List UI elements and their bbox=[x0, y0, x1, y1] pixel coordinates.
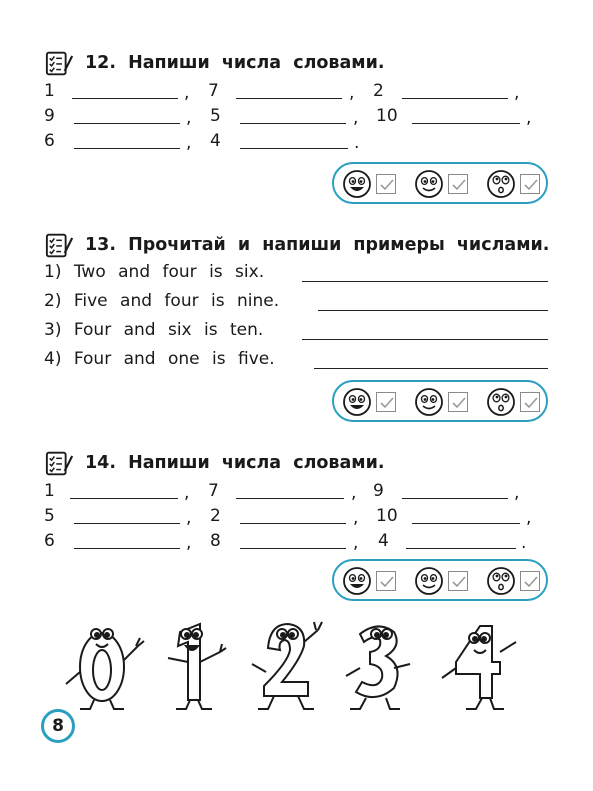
worried-face-icon bbox=[486, 387, 516, 417]
task-12-number: 5 bbox=[210, 106, 221, 126]
check-icon bbox=[377, 175, 397, 195]
answer-blank[interactable] bbox=[74, 548, 180, 549]
separator: , bbox=[349, 83, 355, 103]
task-12-number: 7 bbox=[208, 81, 219, 101]
separator: , bbox=[184, 483, 190, 503]
self-assessment-panel bbox=[332, 380, 548, 422]
separator: , bbox=[351, 483, 357, 503]
self-assessment-checkbox[interactable] bbox=[448, 174, 468, 194]
self-assessment-checkbox[interactable] bbox=[520, 392, 540, 412]
separator: , bbox=[526, 508, 532, 528]
separator: , bbox=[186, 133, 192, 153]
task-12-number: 6 bbox=[44, 131, 55, 151]
task-12-heading bbox=[45, 48, 385, 78]
task-12-number: 1 bbox=[44, 81, 55, 101]
answer-blank[interactable] bbox=[406, 548, 516, 549]
task-14-number: 7 bbox=[208, 481, 219, 501]
separator: , bbox=[353, 533, 359, 553]
task-13-heading bbox=[45, 230, 549, 260]
answer-blank[interactable] bbox=[314, 368, 548, 369]
separator: , bbox=[186, 508, 192, 528]
separator: , bbox=[514, 483, 520, 503]
worried-face-icon bbox=[486, 566, 516, 596]
self-assessment-checkbox[interactable] bbox=[376, 174, 396, 194]
task-14-number: 2 bbox=[210, 506, 221, 526]
checklist-pencil-icon bbox=[45, 49, 75, 77]
page-number: 8 bbox=[52, 716, 64, 736]
task-14-number: 4 bbox=[378, 531, 389, 551]
answer-blank[interactable] bbox=[74, 148, 180, 149]
check-icon bbox=[449, 175, 469, 195]
smiling-face-icon bbox=[414, 566, 444, 596]
answer-blank[interactable] bbox=[318, 310, 548, 311]
self-assessment-checkbox[interactable] bbox=[520, 174, 540, 194]
answer-blank[interactable] bbox=[74, 123, 180, 124]
answer-blank[interactable] bbox=[302, 281, 548, 282]
answer-blank[interactable] bbox=[402, 98, 508, 99]
check-icon bbox=[521, 175, 541, 195]
task-13-sentence: 3) Four and six is ten. bbox=[44, 320, 264, 340]
check-icon bbox=[449, 393, 469, 413]
task-14-number: 10 bbox=[376, 506, 398, 526]
task-13-sentence: 4) Four and one is five. bbox=[44, 349, 275, 369]
separator: , bbox=[184, 83, 190, 103]
task-14-number: 6 bbox=[44, 531, 55, 551]
task-13-sentence: 1) Two and four is six. bbox=[44, 262, 265, 282]
task-14-number: 1 bbox=[44, 481, 55, 501]
digit-mascots-illustration bbox=[60, 612, 530, 712]
check-icon bbox=[377, 393, 397, 413]
self-assessment-checkbox[interactable] bbox=[448, 571, 468, 591]
separator: , bbox=[186, 533, 192, 553]
separator: . bbox=[521, 533, 527, 553]
answer-blank[interactable] bbox=[70, 498, 178, 499]
two-mascot-icon bbox=[252, 622, 322, 709]
answer-blank[interactable] bbox=[74, 523, 180, 524]
check-icon bbox=[521, 572, 541, 592]
task-12-number: 10 bbox=[376, 106, 398, 126]
task-13-sentence: 2) Five and four is nine. bbox=[44, 291, 280, 311]
separator: , bbox=[353, 508, 359, 528]
page-number-badge bbox=[41, 709, 75, 743]
task-14-title: 14. Напиши числа словами. bbox=[85, 453, 385, 473]
zero-mascot-icon bbox=[66, 629, 144, 709]
answer-blank[interactable] bbox=[240, 523, 346, 524]
answer-blank[interactable] bbox=[236, 98, 342, 99]
happy-face-icon bbox=[342, 387, 372, 417]
task-13-title: 13. Прочитай и напиши примеры числами. bbox=[85, 235, 550, 255]
one-mascot-icon bbox=[168, 624, 226, 709]
task-14-heading bbox=[45, 448, 385, 478]
answer-blank[interactable] bbox=[240, 148, 348, 149]
separator: , bbox=[514, 83, 520, 103]
happy-face-icon bbox=[342, 169, 372, 199]
separator: , bbox=[353, 108, 359, 128]
four-mascot-icon bbox=[442, 626, 516, 709]
task-12-number: 2 bbox=[373, 81, 384, 101]
task-14-number: 9 bbox=[373, 481, 384, 501]
self-assessment-checkbox[interactable] bbox=[376, 571, 396, 591]
task-12-title: 12. Напиши числа словами. bbox=[85, 53, 385, 73]
answer-blank[interactable] bbox=[240, 123, 346, 124]
task-14-number: 5 bbox=[44, 506, 55, 526]
answer-blank[interactable] bbox=[72, 98, 178, 99]
self-assessment-checkbox[interactable] bbox=[520, 571, 540, 591]
smiling-face-icon bbox=[414, 169, 444, 199]
answer-blank[interactable] bbox=[302, 339, 548, 340]
separator: , bbox=[186, 108, 192, 128]
answer-blank[interactable] bbox=[402, 498, 508, 499]
self-assessment-panel bbox=[332, 162, 548, 204]
answer-blank[interactable] bbox=[412, 523, 520, 524]
task-14-number: 8 bbox=[210, 531, 221, 551]
checklist-pencil-icon bbox=[45, 231, 75, 259]
separator: . bbox=[354, 133, 360, 153]
three-mascot-icon bbox=[346, 626, 410, 709]
answer-blank[interactable] bbox=[240, 548, 346, 549]
check-icon bbox=[521, 393, 541, 413]
self-assessment-checkbox[interactable] bbox=[376, 392, 396, 412]
happy-face-icon bbox=[342, 566, 372, 596]
task-12-number: 9 bbox=[44, 106, 55, 126]
task-12-number: 4 bbox=[210, 131, 221, 151]
self-assessment-panel bbox=[332, 559, 548, 601]
answer-blank[interactable] bbox=[412, 123, 520, 124]
worried-face-icon bbox=[486, 169, 516, 199]
smiling-face-icon bbox=[414, 387, 444, 417]
separator: , bbox=[526, 108, 532, 128]
checklist-pencil-icon bbox=[45, 449, 75, 477]
answer-blank[interactable] bbox=[236, 498, 344, 499]
self-assessment-checkbox[interactable] bbox=[448, 392, 468, 412]
check-icon bbox=[377, 572, 397, 592]
check-icon bbox=[449, 572, 469, 592]
